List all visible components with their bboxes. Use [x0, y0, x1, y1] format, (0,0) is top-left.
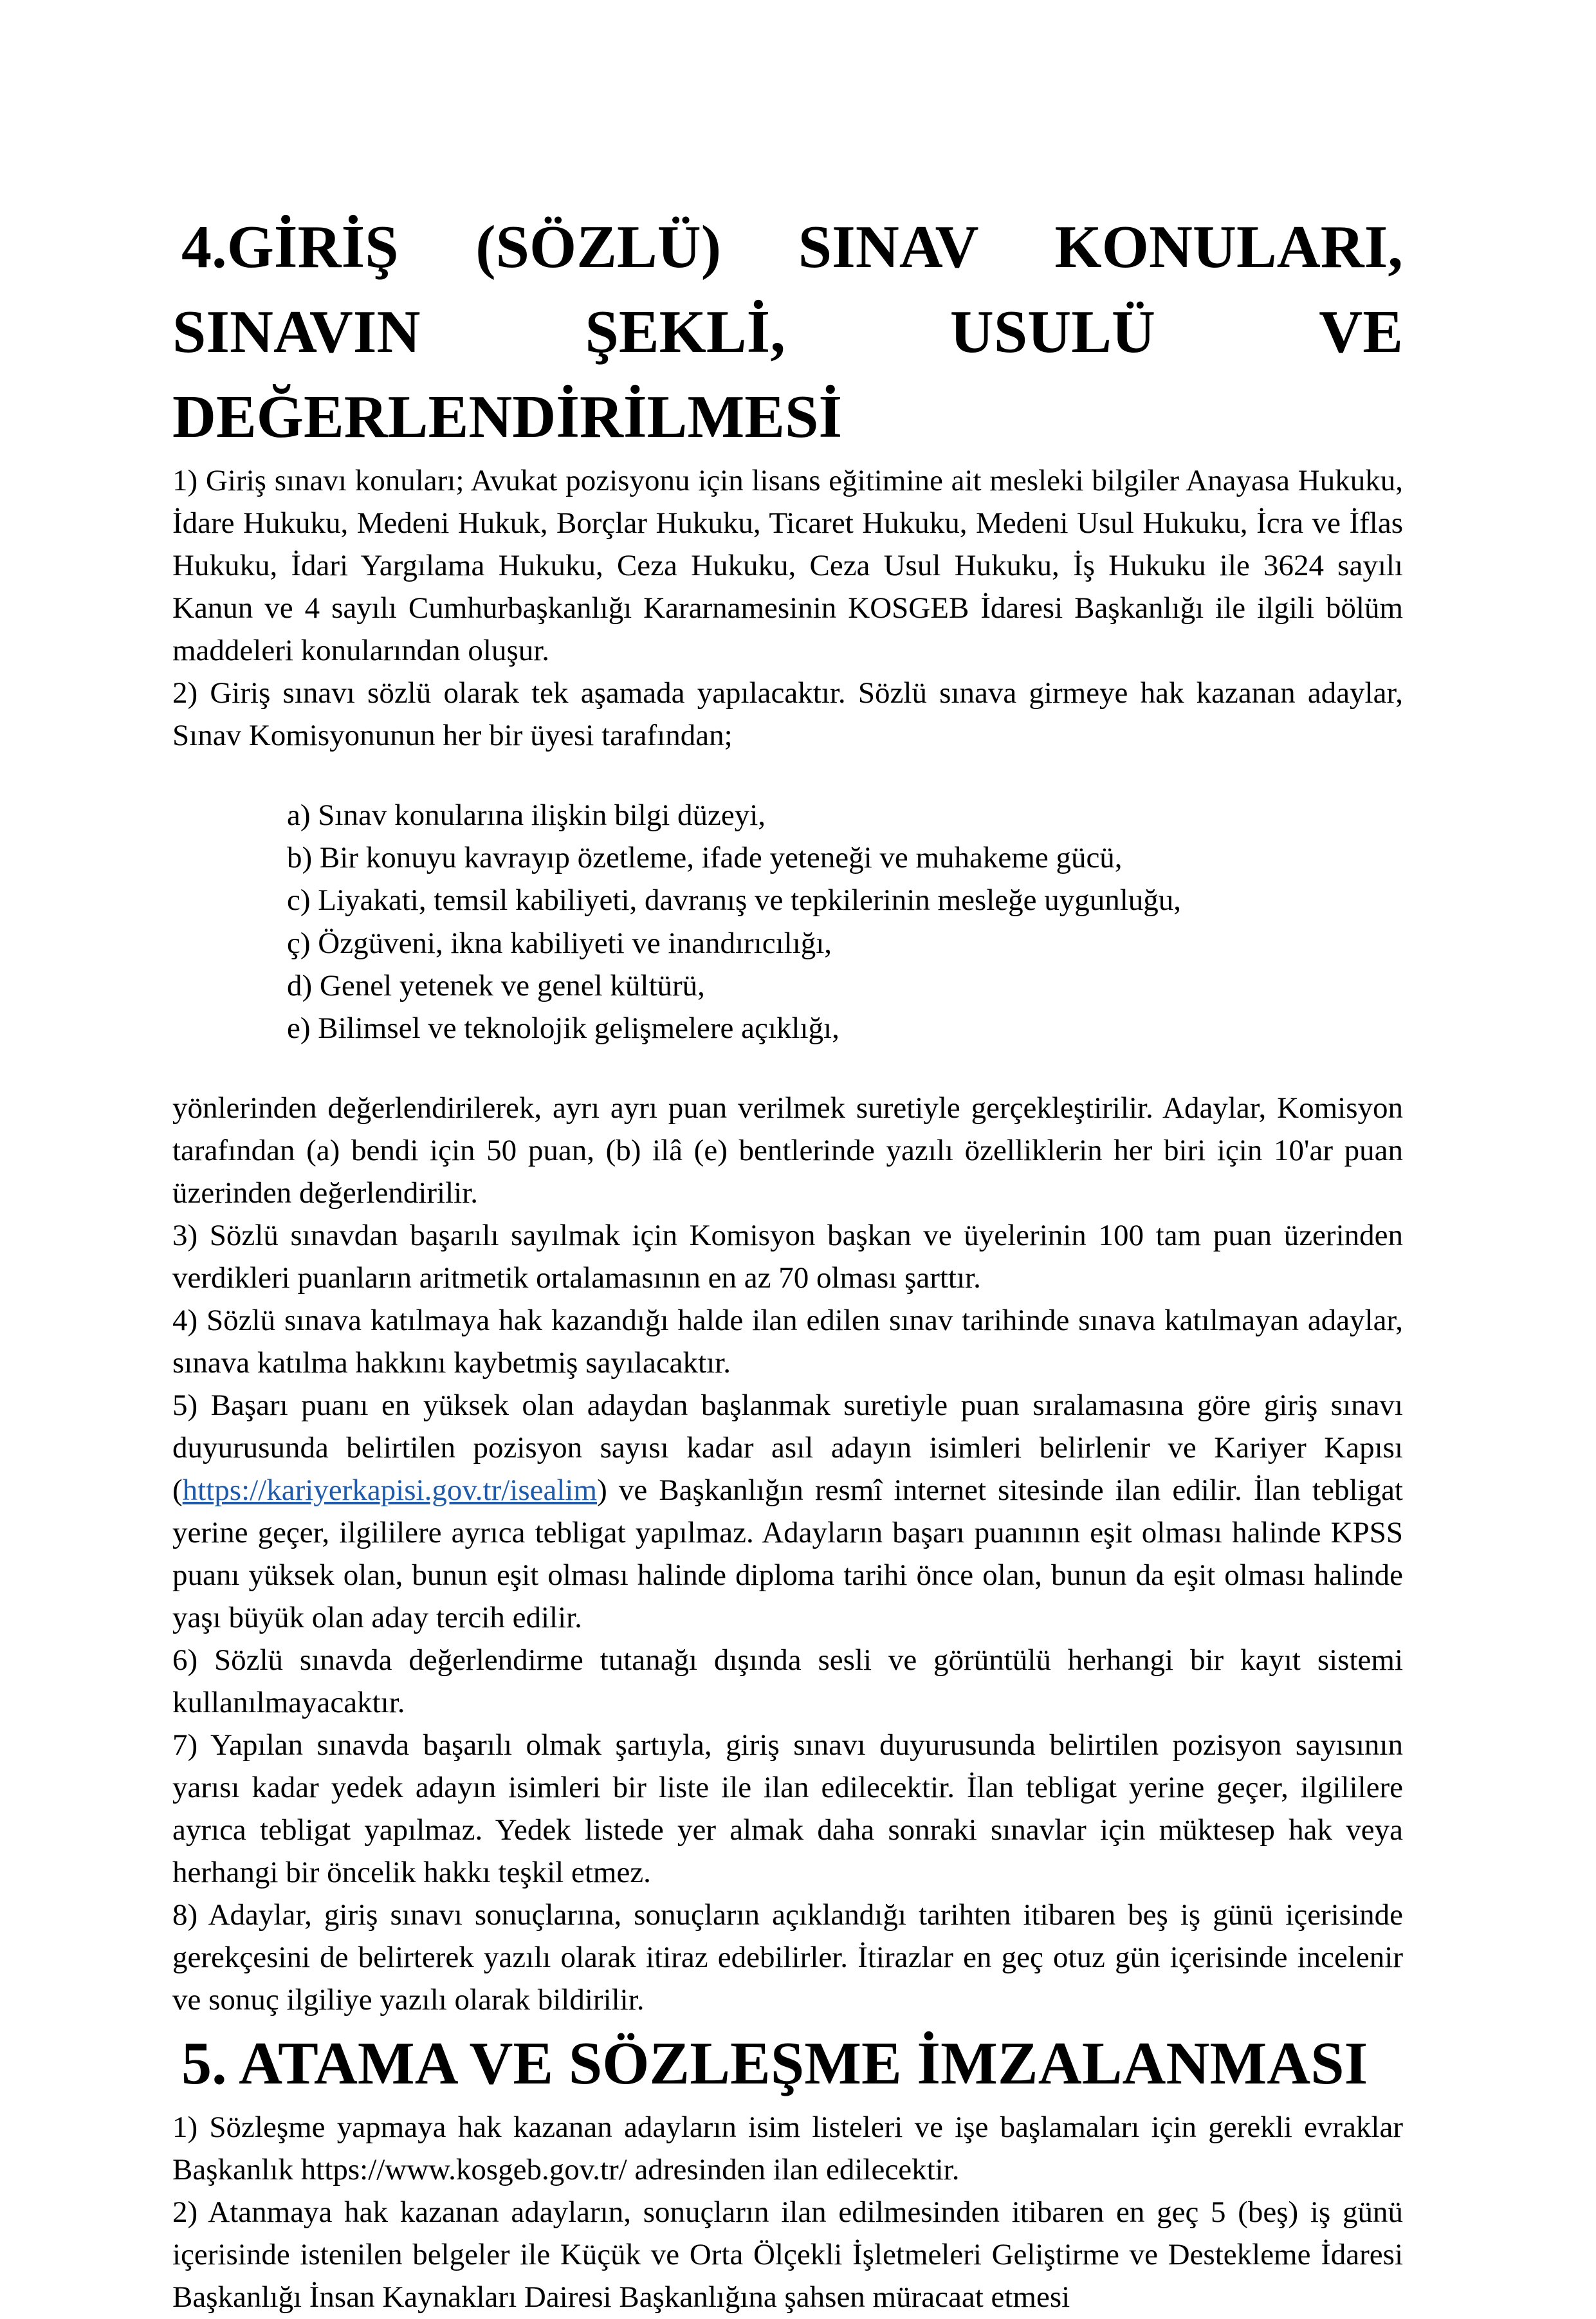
list-item: b) Bir konuyu kavrayıp özetleme, ifade yeteneği ve muhakeme gücü,: [287, 841, 1123, 875]
list-item: e) Bilimsel ve teknolojik gelişmelere açıklığı,: [287, 1011, 839, 1045]
section-4-paragraph-5-text-before-link: 5) Başarı puanı en yüksek olan adaydan başlanmak suretiyle puan sıralamasına göre giriş sınavı duyurusunda belirtilen pozisyon sayısı kadar asıl adayın isimleri belirlenir ve Kariyer Kapısı (: [172, 1388, 1403, 1507]
list-item: d) Genel yetenek ve genel kültürü,: [287, 968, 705, 1002]
document-body: [172, 205, 1403, 2319]
section-4-paragraph-2: 2) Giriş sınavı sözlü olarak tek aşamada yapılacaktır. Sözlü sınava girmeye hak kazanan adaylar, Sınav Komisyonunun her bir üyesi tarafından;: [172, 676, 1403, 753]
section-4-paragraph-1: 1) Giriş sınavı konuları; Avukat pozisyonu için lisans eğitimine ait mesleki bilgiler Anayasa Hukuku, İdare Hukuku, Medeni Hukuk, Borçlar Hukuku, Ticaret Hukuku, Medeni Usul Hukuku, İcra ve İflas Hukuku, İdari Yargılama Hukuku, Ceza Hukuku, Ceza Usul Hukuku, İş Hukuku ile 3624 sayılı Kanun ve 4 sayılı Cumhurbaşkanlığı Kararnamesinin KOSGEB İdaresi Başkanlığı ile ilgili bölüm maddeleri konularından oluşur.: [172, 464, 1403, 668]
section-5-paragraph-2: 2) Atanmaya hak kazanan adayların, sonuçların ilan edilmesinden itibaren en geç 5 (beş) iş günü içerisinde istenilen belgeler ile Küçük ve Orta Ölçekli İşletmeleri Geliştirme ve Destekleme İdaresi Başkanlığı İnsan Kaynakları Dairesi Başkanlığına şahsen müracaat etmesi: [172, 2195, 1403, 2314]
list-item: ç) Özgüveni, ikna kabiliyeti ve inandırıcılığı,: [287, 926, 832, 960]
list-item: c) Liyakati, temsil kabiliyeti, davranış ve tepkilerinin mesleğe uygunluğu,: [287, 883, 1182, 918]
section-4-paragraph-after-list: yönlerinden değerlendirilerek, ayrı ayrı puan verilmek suretiyle gerçekleştirilir. Adaylar, Komisyon tarafından (a) bendi için 50 puan, (b) ilâ (e) bentlerinde yazılı özelliklerin her biri için 10'ar puan üzerinden değerlendirilir.: [172, 1091, 1403, 1210]
section-5-paragraph-1: 1) Sözleşme yapmaya hak kazanan adayların isim listeleri ve işe başlamaları için gerekli evraklar Başkanlık https://www.kosgeb.gov.tr/ adresinden ilan edilecektir.: [172, 2111, 1403, 2187]
evaluation-criteria-list: [172, 794, 1403, 1049]
list-item: a) Sınav konularına ilişkin bilgi düzeyi,: [287, 799, 766, 833]
section-4-heading: 4.GİRİŞ (SÖZLÜ) SINAV KONULARI, SINAVIN ŞEKLİ, USULÜ VE DEĞERLENDİRİLMESİ: [172, 214, 1403, 451]
section-4-paragraph-7: 7) Yapılan sınavda başarılı olmak şartıyla, giriş sınavı duyurusunda belirtilen pozisyon sayısının yarısı kadar yedek adayın isimleri bir liste ile ilan edilecektir. İlan tebligat yerine geçer, ilgililere ayrıca tebligat yapılmaz. Yedek listede yer almak daha sonraki sınavlar için müktesep hak veya herhangi bir öncelik hakkı teşkil etmez.: [172, 1728, 1403, 1890]
section-4-paragraph-5-text-after-link: ) ve Başkanlığın resmî internet sitesinde ilan edilir. İlan tebligat yerine geçer, ilgililere ayrıca tebligat yapılmaz. Adayların başarı puanının eşit olması halinde KPSS puanı yüksek olan, bunun eşit olması halinde diploma tarihi önce olan, bunun da eşit olması halinde yaşı büyük olan aday tercih edilir.: [172, 1473, 1403, 1634]
section-4-paragraph-6: 6) Sözlü sınavda değerlendirme tutanağı dışında sesli ve görüntülü herhangi bir kayıt sistemi kullanılmayacaktır.: [172, 1643, 1403, 1720]
section-5-heading: 5. ATAMA VE SÖZLEŞME İMZALANMASI: [181, 2030, 1368, 2098]
kariyer-kapisi-link[interactable]: https://kariyerkapisi.gov.tr/isealim: [182, 1473, 598, 1507]
section-4-paragraph-8: 8) Adaylar, giriş sınavı sonuçlarına, sonuçların açıklandığı tarihten itibaren beş iş günü içerisinde gerekçesini de belirterek yazılı olarak itiraz edebilirler. İtirazlar en geç otuz gün içerisinde incelenir ve sonuç ilgiliye yazılı olarak bildirilir.: [172, 1898, 1403, 2017]
section-4-paragraph-4: 4) Sözlü sınava katılmaya hak kazandığı halde ilan edilen sınav tarihinde sınava katılmayan adaylar, sınava katılma hakkını kaybetmiş sayılacaktır.: [172, 1303, 1403, 1380]
section-4-paragraph-5: [172, 1384, 1403, 1639]
section-4-paragraph-3: 3) Sözlü sınavdan başarılı sayılmak için Komisyon başkan ve üyelerinin 100 tam puan üzerinden verdikleri puanların aritmetik ortalamasının en az 70 olması şarttır.: [172, 1218, 1403, 1295]
